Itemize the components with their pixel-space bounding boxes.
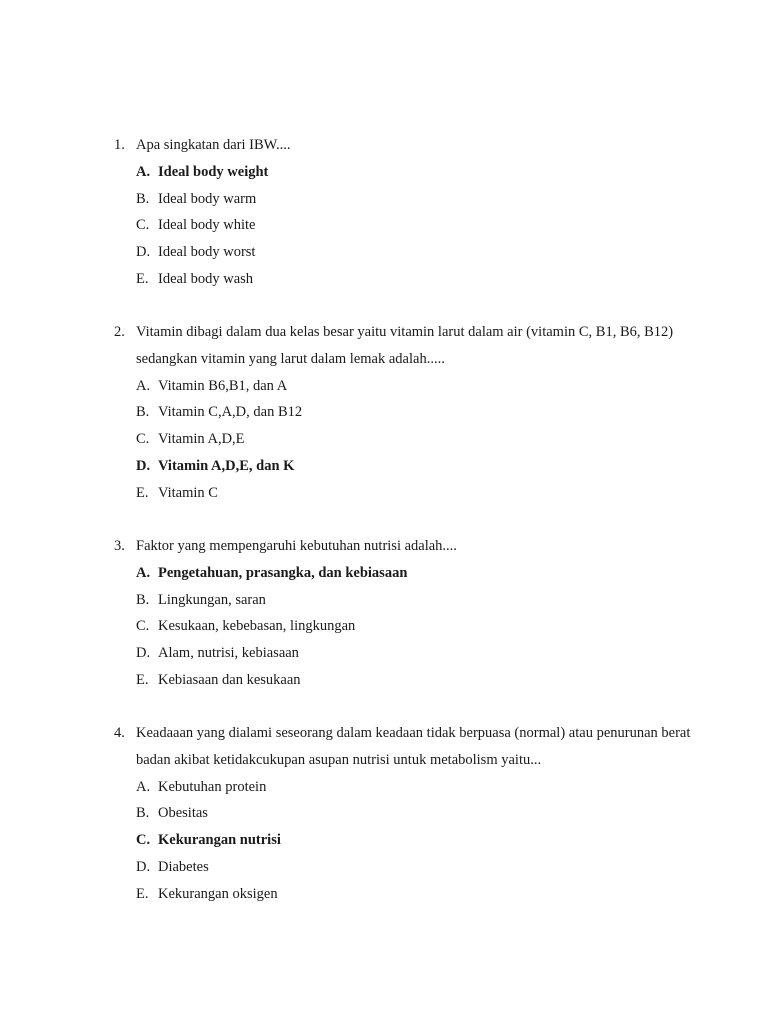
option-letter: C. xyxy=(136,832,151,849)
option-d-correct xyxy=(136,453,694,480)
option-text: Obesitas xyxy=(158,805,208,822)
option-letter: A. xyxy=(136,163,151,180)
option-b xyxy=(136,186,694,213)
option-letter: C. xyxy=(136,217,150,234)
option-letter: A. xyxy=(136,564,151,581)
option-text: Vitamin C,A,D, dan B12 xyxy=(158,404,303,421)
option-e xyxy=(136,667,694,694)
answer-options xyxy=(136,373,694,507)
question-number: 3. xyxy=(114,538,125,554)
option-text: Ideal body weight xyxy=(158,163,269,180)
option-letter: B. xyxy=(136,591,150,608)
option-text: Ideal body warm xyxy=(158,190,257,207)
option-text: Kekurangan nutrisi xyxy=(158,832,281,849)
option-letter: E. xyxy=(136,484,149,501)
option-letter: B. xyxy=(136,404,150,421)
option-a-correct xyxy=(136,560,694,587)
question-number: 1. xyxy=(114,137,125,153)
question-3 xyxy=(114,533,694,694)
option-text: Lingkungan, saran xyxy=(158,591,266,608)
question-text: Faktor yang mempengaruhi kebutuhan nutrisi adalah.... xyxy=(136,538,457,554)
option-letter: C. xyxy=(136,431,150,448)
option-c xyxy=(136,613,694,640)
question-text: Keadaaan yang dialami seseorang dalam keadaan tidak berpuasa (normal) atau penurunan berat badan akibat ketidakcukupan asupan nutrisi untuk metabolism yaitu... xyxy=(136,725,691,768)
option-letter: E. xyxy=(136,671,149,688)
option-e xyxy=(136,266,694,293)
option-letter: E. xyxy=(136,270,149,287)
option-b xyxy=(136,800,694,827)
answer-options xyxy=(136,159,694,293)
option-d xyxy=(136,854,694,881)
option-text: Ideal body wash xyxy=(158,270,254,287)
option-letter: A. xyxy=(136,377,151,394)
option-e xyxy=(136,881,694,908)
option-text: Vitamin B6,B1, dan A xyxy=(158,377,288,394)
option-text: Vitamin A,D,E xyxy=(158,431,245,448)
option-text: Ideal body worst xyxy=(158,244,256,261)
question-text: Vitamin dibagi dalam dua kelas besar yaitu vitamin larut dalam air (vitamin C, B1, B6, B12) sedangkan vitamin yang larut dalam lemak adalah..... xyxy=(136,324,674,367)
option-text: Vitamin C xyxy=(158,484,218,501)
option-text: Alam, nutrisi, kebiasaan xyxy=(158,645,299,662)
option-text: Pengetahuan, prasangka, dan kebiasaan xyxy=(158,564,408,581)
option-e xyxy=(136,480,694,507)
option-b xyxy=(136,399,694,426)
question-stem xyxy=(114,132,694,159)
option-letter: D. xyxy=(136,457,151,474)
question-stem xyxy=(114,533,694,560)
question-stem xyxy=(114,720,694,774)
option-text: Kesukaan, kebebasan, lingkungan xyxy=(158,618,356,635)
option-a xyxy=(136,774,694,801)
option-a xyxy=(136,373,694,400)
question-number: 4. xyxy=(114,725,125,741)
option-letter: B. xyxy=(136,190,150,207)
option-letter: B. xyxy=(136,805,150,822)
question-number: 2. xyxy=(114,324,125,340)
option-c-correct xyxy=(136,827,694,854)
option-text: Kebiasaan dan kesukaan xyxy=(158,671,301,688)
option-text: Vitamin A,D,E, dan K xyxy=(158,457,295,474)
option-text: Diabetes xyxy=(158,858,209,875)
question-4 xyxy=(114,720,694,908)
option-letter: E. xyxy=(136,885,149,902)
option-letter: D. xyxy=(136,244,151,261)
answer-options xyxy=(136,774,694,908)
option-d xyxy=(136,239,694,266)
option-text: Ideal body white xyxy=(158,217,256,234)
option-letter: D. xyxy=(136,645,151,662)
option-c xyxy=(136,212,694,239)
question-2 xyxy=(114,319,694,507)
question-1 xyxy=(114,132,694,293)
question-stem xyxy=(114,319,694,373)
option-a-correct xyxy=(136,159,694,186)
option-text: Kebutuhan protein xyxy=(158,778,267,795)
option-text: Kekurangan oksigen xyxy=(158,885,278,902)
question-text: Apa singkatan dari IBW.... xyxy=(136,137,291,153)
option-letter: D. xyxy=(136,858,151,875)
option-letter: C. xyxy=(136,618,150,635)
option-letter: A. xyxy=(136,778,151,795)
answer-options xyxy=(136,560,694,694)
option-b xyxy=(136,587,694,614)
option-c xyxy=(136,426,694,453)
option-d xyxy=(136,640,694,667)
